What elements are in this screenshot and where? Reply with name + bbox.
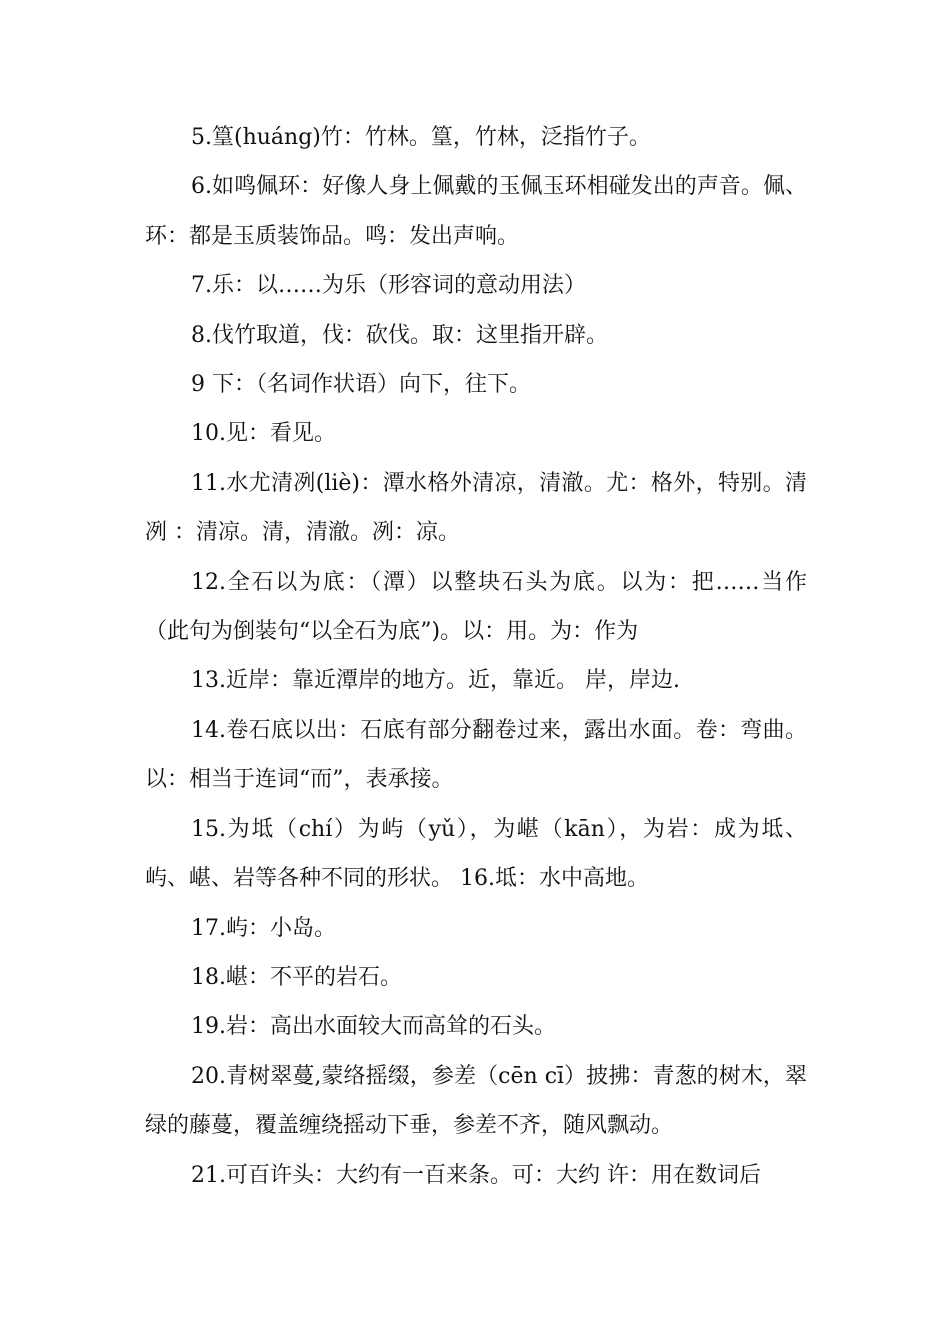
note-paragraph: 5.篁(huáng)竹：竹林。篁，竹林，泛指竹子。 (191, 125, 651, 150)
note-paragraph: 19.岩：高出水面较大而高耸的石头。 (191, 1014, 556, 1040)
note-paragraph: 17.屿：小岛。 (191, 915, 336, 941)
note-paragraph: 9 下：（名词作状语）向下，往下。 (191, 372, 531, 398)
note-paragraph: 8.伐竹取道，伐：砍伐。取：这里指开辟。 (191, 322, 608, 348)
note-paragraph: 14.卷石底以出：石底有部分翻卷过来，露出水面。卷：弯曲。以：相当于连词“而”，表承接。 (145, 717, 807, 793)
note-paragraph: 21.可百许头：大约有一百来条。可：大约 许：用在数词后 (191, 1162, 761, 1188)
note-paragraph: 6.如鸣佩环：好像人身上佩戴的玉佩玉环相碰发出的声音。佩、环：都是玉质装饰品。鸣：发出声响。 (145, 174, 807, 249)
note-paragraph: 13.近岸：靠近潭岸的地方。近，靠近。 岸，岸边. (191, 668, 680, 694)
note-paragraph: 20.青树翠蔓,蒙络摇缀，参差（cēn cī）披拂：青葱的树木，翠绿的藤蔓，覆盖缠绕摇动下垂，参差不齐，随风飘动。 (145, 1063, 807, 1139)
note-paragraph: 18.嵁：不平的岩石。 (191, 964, 402, 990)
note-paragraph: 7.乐：以……为乐（形容词的意动用法） (191, 273, 586, 299)
annotation-notes (145, 113, 807, 1200)
note-paragraph: 10.见：看见。 (191, 421, 336, 447)
note-paragraph: 11.水尤清冽(liè)：潭水格外清凉，清澈。尤：格外，特别。清冽 ：清凉。清，清澈。冽：凉。 (145, 470, 807, 546)
note-paragraph: 12.全石以为底：（潭）以整块石头为底。以为：把……当作（此句为倒装句“以全石为底”)。以：用。为：作为 (145, 569, 807, 645)
note-paragraph: 15.为坻（chí）为屿（yǔ），为嵁（kān），为岩：成为坻、屿、嵁、岩等各种不同的形状。 16.坻：水中高地。 (145, 816, 807, 892)
